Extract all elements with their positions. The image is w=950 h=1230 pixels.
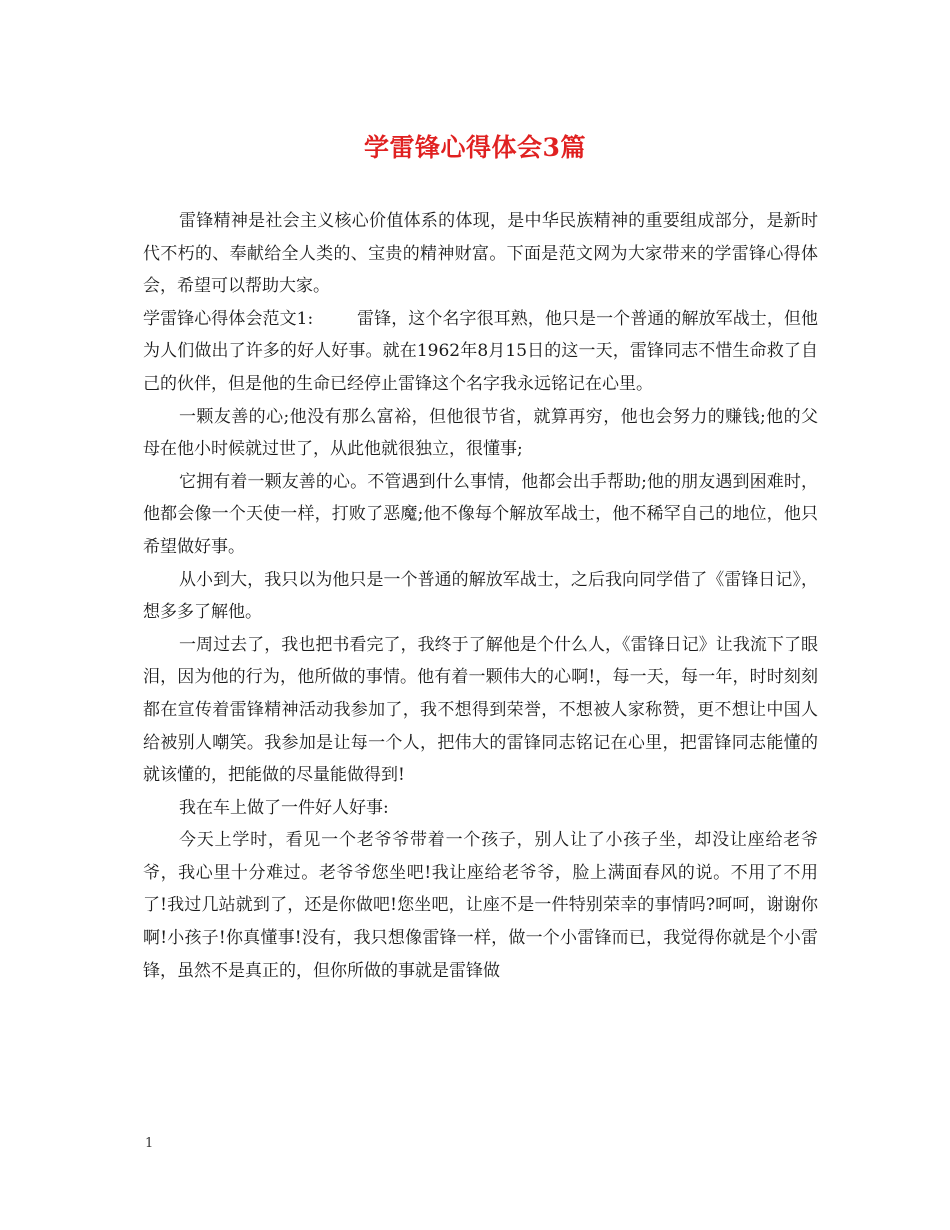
- document-title: 学雷锋心得体会3篇: [364, 133, 586, 162]
- page-number: 1: [145, 1136, 154, 1151]
- paragraph-intro: 雷锋精神是社会主义核心价值体系的体现，是中华民族精神的重要组成部分，是新时代不朽的、奉献给全人类的、宝贵的精神财富。下面是范文网为大家带来的学雷锋心得体会，希望可以帮助大家。: [143, 211, 818, 297]
- paragraph-good-deed-heading: 我在车上做了一件好人好事:: [179, 797, 389, 818]
- document-body: [143, 205, 818, 987]
- paragraph-kind-heart: 一颗友善的心;他没有那么富裕，但他很节省，就算再穷，他也会努力的赚钱;他的父母在他小时候就过世了，从此他就很独立，很懂事;: [143, 406, 818, 460]
- paragraph-diary: 从小到大，我只以为他只是一个普通的解放军战士，之后我向同学借了《雷锋日记》，想多多了解他。: [143, 569, 818, 623]
- paragraph-helping-friends: 它拥有着一颗友善的心。不管遇到什么事情，他都会出手帮助;他的朋友遇到困难时，他都会像一个天使一样，打败了恶魔;他不像每个解放军战士，他不稀罕自己的地位，他只希望做好事。: [143, 471, 818, 557]
- paragraph-bus-story: 今天上学时，看见一个老爷爷带着一个孩子，别人让了小孩子坐，却没让座给老爷爷，我心里十分难过。老爷爷您坐吧!我让座给老爷爷，脸上满面春风的说。不用了不用了!我过几站就到了，还是你做吧!您坐吧，让座不是一件特别荣幸的事情吗?呵呵，谢谢你啊!小孩子!你真懂事!没有，我只想像雷锋一样，做一个小雷锋而已，我觉得你就是个小雷锋，虽然不是真正的，但你所做的事就是雷锋做: [143, 830, 818, 981]
- paragraph-sample-1: 学雷锋心得体会范文1: 雷锋，这个名字很耳熟，他只是一个普通的解放军战士，但他为人们做出了许多的好人好事。就在1962年8月15日的这一天，雷锋同志不惜生命救了自己的伙伴，但是他的生命已经停止雷锋这个名字我永远铭记在心里。: [143, 308, 818, 394]
- paragraph-week-later: 一周过去了，我也把书看完了，我终于了解他是个什么人，《雷锋日记》让我流下了眼泪，因为他的行为，他所做的事情。他有着一颗伟大的心啊!，每一天，每一年，时时刻刻都在宣传着雷锋精神活动我参加了，我不想得到荣誉，不想被人家称赞，更不想让中国人给被别人嘲笑。我参加是让每一个人，把伟大的雷锋同志铭记在心里，把雷锋同志能懂的就该懂的，把能做的尽量能做得到!: [143, 634, 818, 786]
